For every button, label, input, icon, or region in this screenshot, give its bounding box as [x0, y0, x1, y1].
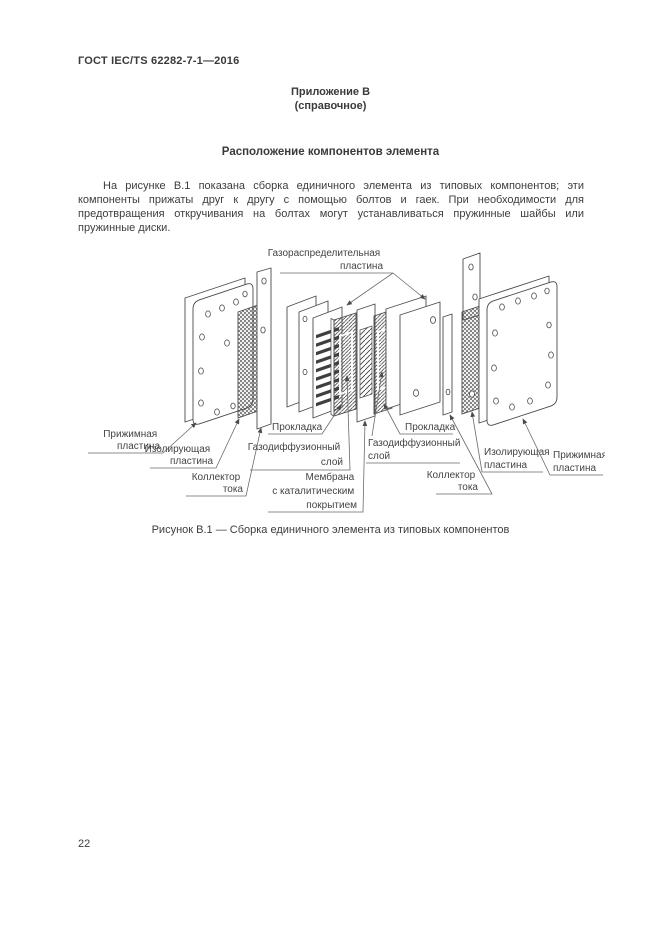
svg-text:Прокладка: Прокладка [405, 422, 456, 433]
svg-text:Газодиффузионный сло: Газодиффузионный слой [247, 442, 343, 468]
svg-text:Газодиффузионный сло: Газодиффузионный слой [368, 438, 461, 462]
svg-text:Прижимная пластина: Прижимная пластина [103, 429, 160, 452]
clamping-plate-right [479, 276, 557, 425]
gas-distribution-plate-right [386, 296, 440, 415]
svg-text:Мембрана с каталитич: Мембрана с каталитическим покрытием [272, 472, 357, 511]
svg-text:Коллектор тока: Коллектор тока [191, 472, 243, 495]
page-number: 22 [78, 838, 91, 850]
svg-text:Газораспределительная: Газораспределительная пластина [267, 248, 383, 272]
figure-caption: Рисунок В.1 — Сборка единичного элемента из типовых компонентов [151, 524, 510, 536]
membrane-with-catalytic-coating [357, 304, 375, 422]
appendix-title: Приложение В [290, 86, 371, 98]
svg-text:Прижимная пластина: Прижимная пластина [553, 450, 605, 474]
callout-membrane [268, 421, 365, 512]
document-header: ГОСТ IEC/TS 62282-7-1—2016 [78, 55, 240, 67]
body-paragraph: На рисунке В.1 показана сборка единичного элемента из типовых компонентов; эти компоненты прижаты друг к другу с помощью болтов и гаек. При необходимости для предотвращения откручивания на болтах могут устанавливаться пружинные шайбы или пружинные диски. [78, 180, 584, 234]
gasket-left [331, 313, 356, 416]
figure-exploded-cell-assembly [75, 235, 605, 530]
current-collector-left [257, 268, 271, 429]
svg-text:Прокладка: Прокладка [272, 422, 323, 433]
svg-text:Изолирующая пластина: Изолирующая пластина [144, 444, 213, 467]
callout-gas-distribution-plate [268, 248, 425, 305]
section-title: Расположение компонентов элемента [221, 146, 440, 158]
svg-text:Коллектор тока: Коллектор тока [426, 470, 478, 493]
svg-text:Изолирующая пластина: Изолирующая пластина [484, 447, 550, 471]
figure-svg [75, 235, 605, 530]
appendix-note: (справочное) [294, 100, 367, 112]
insulating-plate-left [238, 305, 258, 418]
